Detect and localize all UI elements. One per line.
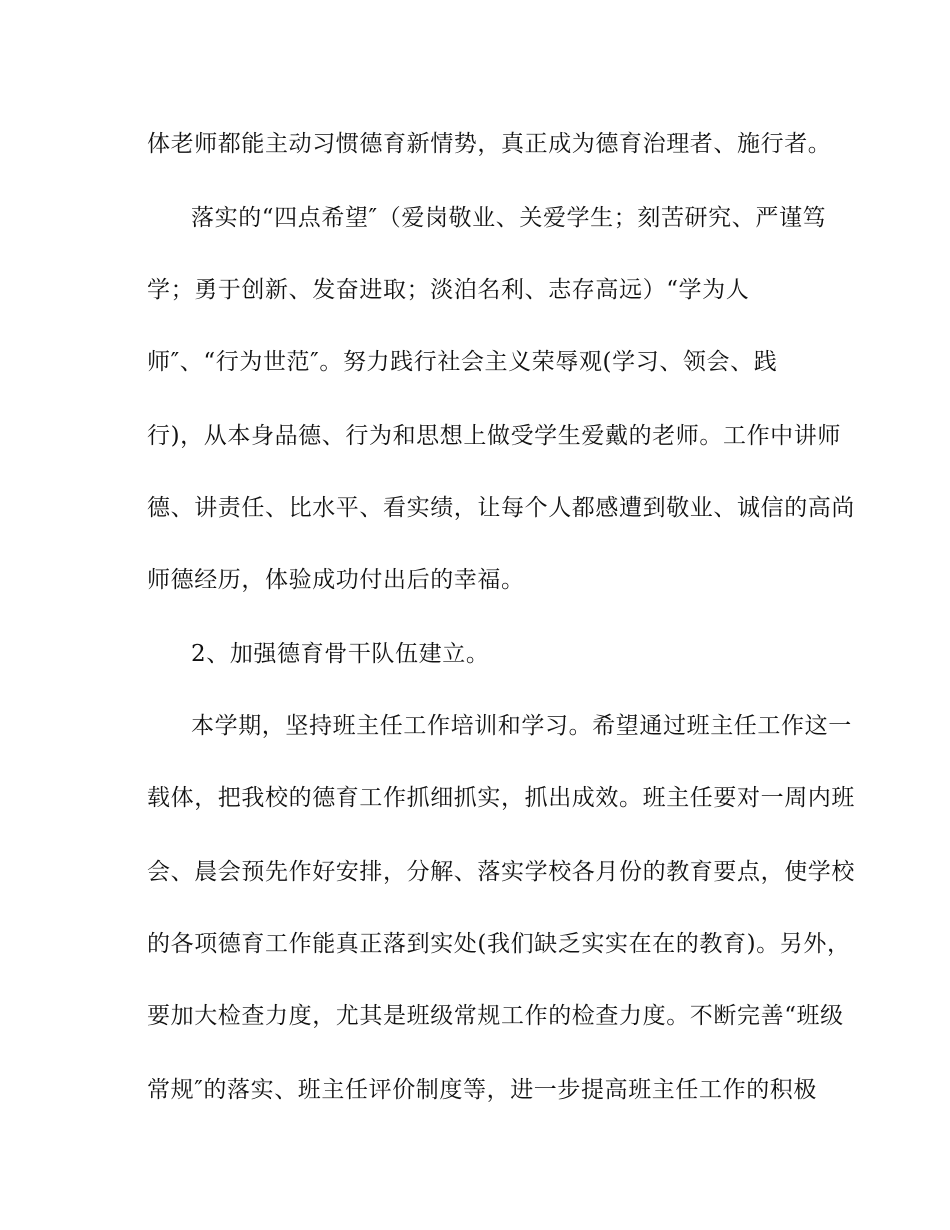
section-heading: 2、加强德育骨干队伍建立。 bbox=[191, 641, 490, 667]
text-line: 落实的“四点希望″（爱岗敬业、关爱学生；刻苦研究、严谨笃 bbox=[191, 205, 827, 231]
text-line: 的各项德育工作能真正落到实处(我们缺乏实实在在的教育)。另外， bbox=[147, 931, 851, 957]
text-line: 载体，把我校的德育工作抓细抓实，抓出成效。班主任要对一周内班 bbox=[147, 785, 855, 811]
text-line: 会、晨会预先作好安排，分解、落实学校各月份的教育要点，使学校 bbox=[147, 859, 855, 885]
text-line: 师″、“行为世范″。努力践行社会主义荣辱观(学习、领会、践 bbox=[147, 349, 778, 375]
text-line: 本学期，坚持班主任工作培训和学习。希望通过班主任工作这一 bbox=[191, 713, 852, 739]
text-line: 要加大检查力度，尤其是班级常规工作的检查力度。不断完善“班级 bbox=[147, 1003, 844, 1029]
text-line: 行)，从本身品德、行为和思想上做受学生爱戴的老师。工作中讲师 bbox=[147, 423, 841, 449]
text-line: 师德经历，体验成功付出后的幸福。 bbox=[147, 567, 525, 593]
text-line: 学；勇于创新、发奋进取；淡泊名利、志存高远）“学为人 bbox=[147, 277, 750, 303]
text-line: 德、讲责任、比水平、看实绩，让每个人都感遭到敬业、诚信的高尚 bbox=[147, 495, 855, 521]
text-line: 常规″的落实、班主任评价制度等，进一步提高班主任工作的积极 bbox=[147, 1077, 817, 1103]
text-line: 体老师都能主动习惯德育新情势，真正成为德育治理者、施行者。 bbox=[147, 131, 832, 157]
